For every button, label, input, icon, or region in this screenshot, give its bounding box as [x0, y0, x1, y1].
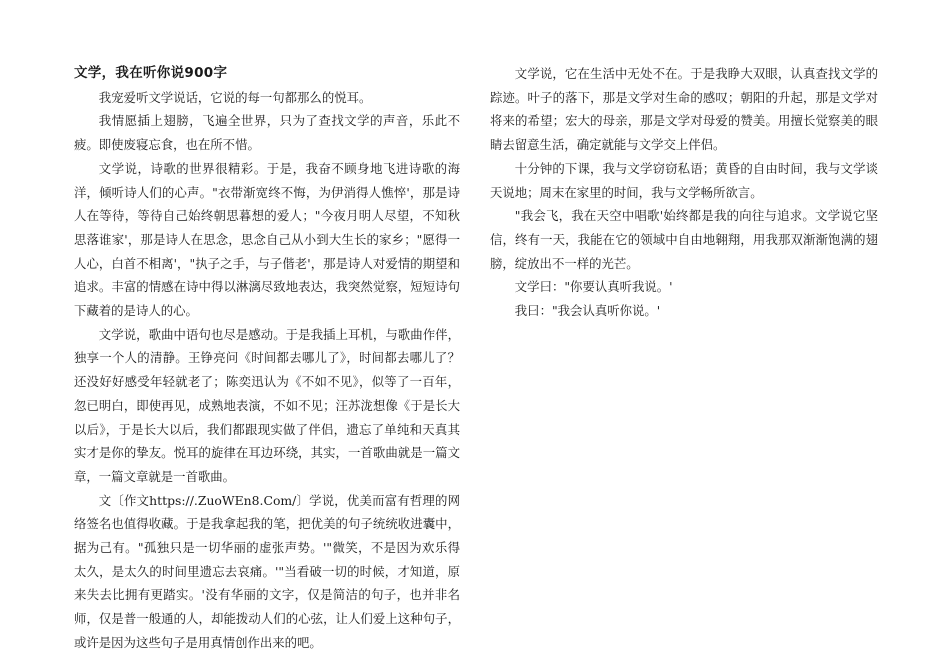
paragraph: 我曰："我会认真听你说。' [514, 303, 661, 319]
paragraph: 文学曰："你要认真听我说。' [514, 279, 673, 295]
paragraph: 我情愿插上翅膀，飞遍全世界，只为了查找文学的声音，乐此不疲。即使废寝忘食，也在所不惜。 [74, 113, 460, 153]
right-column [490, 62, 878, 323]
left-column [74, 62, 460, 655]
paragraph: 文〔作文https://.ZuoWEn8.Com/〕学说，优美而富有哲理的网络签名也值得收藏。于是我拿起我的笔，把优美的句子统统收进囊中，据为己有。"孤独只是一切华丽的虚张声势。'"微笑，不是因为欢乐得太久，是太久的时间里遗忘去哀痛。'"当看破一切的时候，才知道，原来失去比拥有更踏实。'没有华丽的文字，仅是简洁的句子，也并非名师，仅是普一般通的人，却能拨动人们的心弦，让人们爱上这种句子，或许是因为这些句子是用真情创作出来的吧。 [74, 492, 460, 650]
article-title: 文学，我在听你说900字 [74, 65, 228, 81]
paragraph: 文学说，它在生活中无处不在。于是我睁大双眼，认真查找文学的踪迹。叶子的落下，那是文学对生命的感叹；朝阳的升起，那是文学对将来的希望；宏大的母亲，那是文学对母爱的赞美。用擅长觉察美的眼睛去留意生活，确定就能与文学交上伴侣。 [490, 66, 878, 153]
paragraph: 我宠爱听文学说话，它说的每一句都那么的悦耳。 [98, 89, 372, 105]
paragraph: 文学说，歌曲中语句也尽是感动。于是我插上耳机，与歌曲作伴，独享一个人的清静。王铮亮问《时间都去哪儿了》，时间都去哪儿了？还没好好感受年轻就老了；陈奕迅认为《不如不见》，似等了一百年，忽已明白，即使再见，成熟地表演，不如不见；汪苏泷想像《于是长大以后》，于是长大以后，我们都跟现实做了伴侣，遗忘了单纯和天真其实才是你的挚友。悦耳的旋律在耳边环绕，其实，一首歌曲就是一篇文章，一篇文章就是一首歌曲。 [74, 326, 460, 484]
paragraph: "我会飞，我在天空中唱歌'始终都是我的向往与追求。文学说它坚信，终有一天，我能在它的领域中自由地翱翔，用我那双渐渐饱满的翅膀，绽放出不一样的光芒。 [490, 208, 878, 271]
paragraph: 十分钟的下课，我与文学窃窃私语；黄昏的自由时间，我与文学谈天说地；周末在家里的时间，我与文学畅所欲言。 [490, 160, 878, 200]
paragraph: 文学说，诗歌的世界很精彩。于是，我奋不顾身地飞进诗歌的海洋，倾听诗人们的心声。"衣带渐宽终不悔，为伊消得人憔悴'，那是诗人在等待，等待自己始终朝思暮想的爱人；"今夜月明人尽望，不知秋思落谁家'，那是诗人在思念，思念自己从小到大生长的家乡；"愿得一人心，白首不相离'，"执子之手，与子偕老'，那是诗人对爱情的期望和追求。丰富的情感在诗中得以淋漓尽致地表达，我突然觉察，短短诗句下藏着的是诗人的心。 [74, 160, 460, 319]
